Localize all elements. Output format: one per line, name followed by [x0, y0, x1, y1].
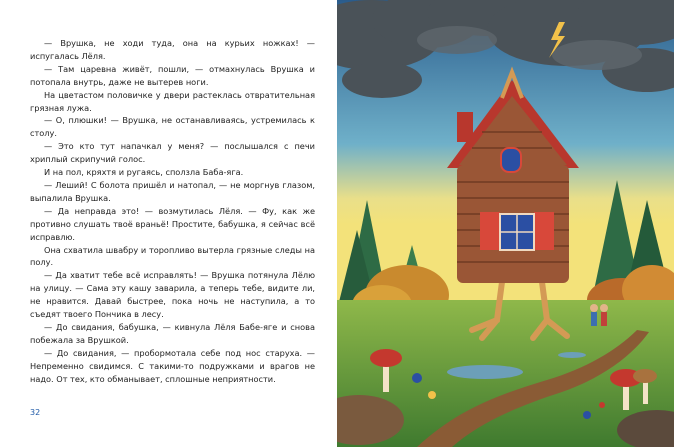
- paragraph: Она схватила швабру и торопливо вытерла грязные следы на полу.: [30, 244, 315, 268]
- story-text: [30, 37, 315, 385]
- puddle: [447, 365, 523, 379]
- paragraph: — Там царевна живёт, пошли, — отмахнулась Врушка и потопала внутрь, даже не вытерев ноги.: [30, 63, 315, 87]
- paragraph: — До свидания, — пробормотала себе под нос старуха. — Непременно свидимся. С такими-то подружками и врагов не надо. От тех, кто обманывает, сплошные неприятности.: [30, 347, 315, 384]
- paragraph: — Да неправда это! — возмутилась Лёля. — Фу, как же противно слушать твоё враньё! Простите, бабушка, я сейчас всё исправлю.: [30, 205, 315, 242]
- hut-on-chicken-legs-illustration: [337, 0, 674, 447]
- chimney: [457, 112, 473, 142]
- paragraph: — Это кто тут напачкал у меня? — послышался с печи хриплый скрипучий голос.: [30, 141, 315, 165]
- paragraph: — О, плюшки! — Врушка, не останавливаясь, устремилась к столу.: [30, 115, 315, 139]
- paragraph: — До свидания, бабушка, — кивнула Лёля Бабе-яге и снова побежала за Врушкой.: [30, 321, 315, 345]
- page-number: 32: [30, 408, 41, 417]
- paragraph: — Леший! С болота пришёл и натопал, — не моргнув глазом, выпалила Врушка.: [30, 179, 315, 203]
- paragraph: На цветастом половичке у двери растеклась отвратительная грязная лужа.: [30, 89, 315, 113]
- paragraph: — Врушка, не ходи туда, она на курьих ножках! — испугалась Лёля.: [30, 38, 315, 61]
- paragraph: И на пол, кряхтя и ругаясь, сползла Баба-яга.: [44, 167, 244, 178]
- paragraph: — Да хватит тебе всё исправлять! — Врушка потянула Лёлю на улицу. — Сама эту кашу заварила, а теперь тебе, видите ли, не нравится. Давай быстрее, пока ночь не наступила, а то съедят твоего Пончика в лесу.: [30, 270, 315, 320]
